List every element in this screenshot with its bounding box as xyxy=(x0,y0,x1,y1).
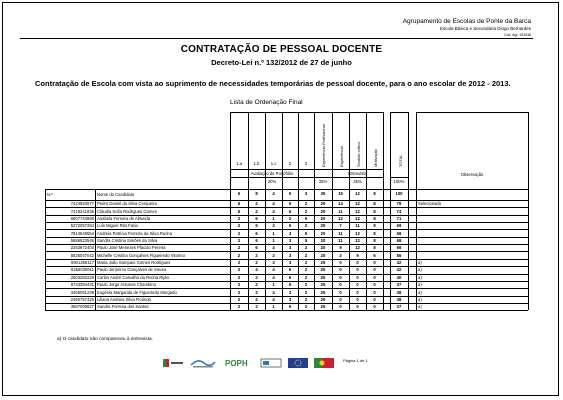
row-score: 3 xyxy=(288,252,292,258)
row-score: 25 xyxy=(320,252,326,258)
row-score: 2 xyxy=(304,304,308,310)
row-score: 0 xyxy=(339,296,342,302)
portugal-flag-logo xyxy=(314,357,334,369)
row-candidate-name: Paulo Jorge Antunes Chambino xyxy=(97,282,156,288)
row-score: 0 xyxy=(373,260,376,266)
row-score: 2 xyxy=(255,260,258,266)
row-candidate-name: Cláudia Sofia Rodrigues Gomes xyxy=(97,208,157,214)
header-top-line-obs xyxy=(416,112,528,113)
row-score: 20 xyxy=(320,245,326,251)
eu-flag-logo xyxy=(288,357,308,369)
row-candidate-number: 2460757425 xyxy=(70,296,94,302)
row-score: 6 xyxy=(373,252,376,258)
row-score: 12 xyxy=(338,216,343,221)
row-score: 2 xyxy=(304,260,308,266)
row-score: 12 xyxy=(355,245,360,251)
weight-cell: 8 xyxy=(373,191,376,196)
row-total: 38 xyxy=(396,289,402,295)
row-candidate-number: 3567008827 xyxy=(70,304,94,310)
row-score: 9 xyxy=(339,245,342,251)
row-total: 37 xyxy=(396,304,402,310)
decree: Decreto-Lei n.º 132/2012 de 27 de junho xyxy=(211,58,352,67)
row-candidate-name: Eugénia Margarida de Figueiredo Morgado xyxy=(97,289,177,295)
row-score: 2 xyxy=(255,201,258,207)
row-score: 25 xyxy=(320,201,326,207)
row-score: 25 xyxy=(320,289,326,295)
row-observation: Selecionado xyxy=(418,201,442,207)
col-header-num: N.º xyxy=(47,192,53,197)
row-observation: a) xyxy=(418,282,422,288)
row-score: 2 xyxy=(237,267,241,273)
row-score: 0 xyxy=(356,296,359,302)
row-score: 2 xyxy=(304,208,308,214)
row-score: 2 xyxy=(237,282,241,288)
program-logo xyxy=(190,357,216,369)
row-score: 5 xyxy=(288,201,292,207)
row-score: 3 xyxy=(288,289,292,295)
row-score: 4 xyxy=(272,296,275,302)
row-score: 0 xyxy=(356,274,359,280)
row-score: 2 xyxy=(304,282,308,288)
row-observation: a) xyxy=(418,304,422,310)
row-score: 0 xyxy=(339,289,342,295)
col-header-3: 3 xyxy=(304,161,308,166)
weight-cell: 15 xyxy=(338,191,343,196)
weight-cell: 8 xyxy=(255,191,258,196)
row-observation: a) xyxy=(418,296,422,302)
row-score: 2 xyxy=(255,252,258,258)
row-score: 2 xyxy=(237,238,241,244)
row-score: 25 xyxy=(320,304,326,310)
row-score: 25 xyxy=(320,260,326,266)
row-score: 1 xyxy=(272,238,275,244)
row-score: 5 xyxy=(288,274,292,280)
row-score: 2 xyxy=(304,296,308,302)
row-score: 5 xyxy=(237,208,241,214)
row-score: 12 xyxy=(355,238,360,244)
row-score: 2 xyxy=(304,274,308,280)
row-score: 25 xyxy=(320,208,326,214)
row-total: 71 xyxy=(396,216,402,221)
row-candidate-name: Anabela Ferreira de Almeida xyxy=(97,216,151,221)
row-candidate-number: 3458091238 xyxy=(70,289,94,295)
row-score: 0 xyxy=(356,289,359,295)
row-total: 68 xyxy=(396,238,402,244)
row-line xyxy=(45,310,528,311)
row-score: 2 xyxy=(255,282,258,288)
row-score: 4 xyxy=(272,245,275,251)
row-candidate-name: Liliana Andreia Silva Florindo xyxy=(97,296,152,302)
row-score: 25 xyxy=(320,274,326,280)
row-score: 1 xyxy=(272,304,275,310)
header-code: Cód. Agr. 152638 xyxy=(503,33,531,37)
row-score: 4 xyxy=(272,208,275,214)
row-total: 37 xyxy=(396,282,402,288)
row-score: 3 xyxy=(288,260,292,266)
row-score: 3 xyxy=(339,252,342,258)
poph-logo xyxy=(224,357,254,369)
row-total: 42 xyxy=(396,267,402,273)
row-candidate-name: Pedro Daniel da Silva Cerqueira xyxy=(97,201,157,207)
row-score: 2 xyxy=(237,216,241,221)
row-score: 3 xyxy=(272,223,275,229)
col-header-1.c: 1.c xyxy=(270,161,277,166)
document-title: CONTRATAÇÃO DE PESSOAL DOCENTE xyxy=(180,44,383,55)
col-header-motivacao: Motivação xyxy=(373,148,378,167)
row-total: 55 xyxy=(396,252,402,258)
row-score: 2 xyxy=(255,208,258,214)
row-score: 7 xyxy=(339,223,342,229)
row-score: 2 xyxy=(255,274,258,280)
row-score: 2 xyxy=(255,304,258,310)
row-observation: a) xyxy=(418,274,422,280)
row-score: 5 xyxy=(288,282,292,288)
page-number: Página 1 de 1 xyxy=(343,358,368,363)
row-score: 2 xyxy=(237,289,241,295)
svg-text:POPH: POPH xyxy=(225,359,248,368)
row-candidate-name: Paulo José Menezes Plácido Pereira xyxy=(97,245,166,251)
row-total: 74 xyxy=(396,208,402,214)
weight-cell: 4 xyxy=(272,191,275,196)
row-score: 0 xyxy=(356,260,359,266)
qren-logo xyxy=(260,357,282,369)
row-score: 0 xyxy=(356,304,359,310)
row-score: 4 xyxy=(272,289,275,295)
row-score: 3 xyxy=(272,252,275,258)
row-score: 0 xyxy=(339,282,342,288)
row-score: 0 xyxy=(339,304,342,310)
row-score: 2 xyxy=(304,223,308,229)
row-score: 5 xyxy=(288,208,292,214)
row-score: 6 xyxy=(255,216,258,221)
row-score: 2 xyxy=(304,252,308,258)
row-score: 2 xyxy=(304,267,308,273)
row-score: 0 xyxy=(339,267,342,273)
row-candidate-number: 5901268117 xyxy=(71,260,94,266)
row-score: 25 xyxy=(320,267,326,273)
weight-cell: 3 xyxy=(304,191,308,196)
row-score: 25 xyxy=(320,282,326,288)
row-score: 2 xyxy=(255,289,258,295)
row-score: 4 xyxy=(272,267,275,273)
row-score: 20 xyxy=(320,216,326,221)
row-score: 0 xyxy=(373,296,376,302)
row-score: 2 xyxy=(237,230,241,236)
row-score: 3 xyxy=(272,260,275,266)
row-score: 20 xyxy=(320,238,326,244)
row-candidate-number: 8256035611 xyxy=(71,267,94,273)
pct-experiencia: 35% xyxy=(318,179,328,184)
row-score: 4 xyxy=(255,267,258,273)
row-score: 1 xyxy=(272,282,275,288)
row-candidate-name: Sandra Cristina Simões da Silva xyxy=(97,238,158,244)
row-score: 12 xyxy=(355,201,360,207)
row-candidate-name: Maria João Sampaio Gomes Rodrigues xyxy=(97,260,171,266)
row-score: 20 xyxy=(320,230,326,236)
grid-vline xyxy=(528,112,529,310)
header-top-line-total xyxy=(390,112,408,113)
row-score: 25 xyxy=(320,296,326,302)
row-score: 8 xyxy=(373,216,376,221)
row-score: 2 xyxy=(237,274,241,280)
row-total: 69 xyxy=(396,223,402,229)
header-line-pct-total xyxy=(390,177,408,178)
row-score: 1 xyxy=(272,216,275,221)
row-score: 2 xyxy=(237,304,241,310)
row-score: 0 xyxy=(356,282,359,288)
row-observation: a) xyxy=(418,267,422,273)
row-total: 66 xyxy=(396,245,402,251)
header-top-line xyxy=(230,112,383,113)
row-score: 0 xyxy=(373,289,376,295)
col-header-experiencia: Experiência xyxy=(339,146,344,167)
row-total: 42 xyxy=(396,260,402,266)
weight-cell: 12 xyxy=(355,191,360,196)
row-score: 5 xyxy=(288,267,292,273)
row-score: 11 xyxy=(338,238,343,244)
header-rule xyxy=(20,38,533,39)
col-header-total: TOTAL xyxy=(398,154,403,167)
row-total: 40 xyxy=(396,274,402,280)
row-score: 8 xyxy=(373,245,376,251)
group-entrevista: Entrevista xyxy=(348,171,367,176)
row-score: 5 xyxy=(237,201,241,207)
portugal-logo xyxy=(162,357,184,369)
row-score: 0 xyxy=(356,267,359,273)
row-candidate-name: Carlos André Carvalho da Rocha Rijão xyxy=(97,274,169,280)
row-score: 4 xyxy=(272,274,275,280)
row-score: 11 xyxy=(355,223,360,229)
group-portfolio: Avaliação de Portefólio xyxy=(250,171,294,176)
row-score: 1 xyxy=(272,230,275,236)
intro-text: Contratação de Escola com vista ao suprimento de necessidades temporárias de pessoal docente, para o ano escolar de 2012 - 2013. xyxy=(35,79,511,88)
row-candidate-name: Michelle Cristina Gonçalves Figueiredo Vitorino xyxy=(97,252,185,258)
row-score: 8 xyxy=(373,238,376,244)
row-candidate-number: 2253872404 xyxy=(70,245,94,251)
row-score: 0 xyxy=(373,267,376,273)
pct-total: 100% xyxy=(393,179,405,184)
row-score: 2 xyxy=(304,289,308,295)
row-score: 2 xyxy=(237,245,241,251)
footnote: a) O candidato não compareceu à entrevista. xyxy=(57,337,153,342)
row-score: 3 xyxy=(288,230,292,236)
row-score: 9 xyxy=(356,252,359,258)
row-score: 3 xyxy=(288,245,292,251)
row-candidate-name: Luís Miguel Rito Faria xyxy=(97,223,138,229)
row-score: 25 xyxy=(320,223,326,229)
col-header-experiencia-profissional: Experiência Profissional xyxy=(321,124,326,167)
row-candidate-number: 6607744868 xyxy=(70,216,94,221)
weight-cell: 5 xyxy=(288,191,292,196)
row-score: 8 xyxy=(373,223,376,229)
row-score: 2 xyxy=(304,201,308,207)
row-score: 2 xyxy=(237,296,241,302)
col-header-1.a: 1.a xyxy=(236,161,242,166)
row-score: 8 xyxy=(373,230,376,236)
row-candidate-number: 7814549554 xyxy=(70,230,94,236)
col-header-sentido-critico: Sentido crítico xyxy=(356,141,361,167)
row-score: 5 xyxy=(288,304,292,310)
col-header-1.b: 1.b xyxy=(253,161,260,166)
row-score: 0 xyxy=(373,282,376,288)
row-score: 12 xyxy=(355,208,360,214)
row-score: 2 xyxy=(237,260,241,266)
weight-cell: 100 xyxy=(395,191,403,196)
row-observation: a) xyxy=(418,289,422,295)
weight-cell: 35 xyxy=(320,191,326,196)
row-score: 6 xyxy=(255,223,258,229)
col-header-name: Nome do Candidato xyxy=(97,192,135,197)
weight-cell: 5 xyxy=(237,191,241,196)
row-score: 5 xyxy=(288,223,292,229)
row-total: 38 xyxy=(396,296,402,302)
row-candidate-number: 7424920577 xyxy=(70,201,94,207)
row-candidate-name: Andreia Patrícia Ferreira da Silva Rocha xyxy=(97,230,172,236)
row-score: 5 xyxy=(304,230,308,236)
row-candidate-name: Paulo Jerónimo Gonçalves de Sousa xyxy=(97,267,166,273)
row-score: 2 xyxy=(237,223,241,229)
row-score: 3 xyxy=(288,238,292,244)
row-score: 14 xyxy=(338,201,343,207)
header-org: Agrupamento de Escolas de Ponte da Barca xyxy=(402,18,531,25)
row-score: 5 xyxy=(304,216,308,221)
header-line-group xyxy=(230,169,383,170)
row-score: 2 xyxy=(237,252,241,258)
row-score: 8 xyxy=(373,201,376,207)
funding-logos xyxy=(162,357,352,371)
pct-portfolio: 30% xyxy=(267,179,277,184)
row-score: 12 xyxy=(355,230,360,236)
row-total: 78 xyxy=(396,201,402,207)
row-score: 2 xyxy=(304,245,308,251)
row-score: 12 xyxy=(355,216,360,221)
list-title: Lista de Ordenação Final xyxy=(230,99,303,106)
col-header-2: 2 xyxy=(288,161,292,166)
col-header-observacao: Observação xyxy=(460,172,484,177)
row-score: 0 xyxy=(373,274,376,280)
row-candidate-number: 9743384431 xyxy=(70,282,94,288)
row-score: 0 xyxy=(339,274,342,280)
pct-entrevista: 35% xyxy=(353,179,362,184)
row-observation: a) xyxy=(418,260,422,266)
row-candidate-number: 2503282228 xyxy=(70,274,94,280)
row-score: 4 xyxy=(272,201,275,207)
row-candidate-number: 5686523546 xyxy=(70,238,94,244)
row-score: 11 xyxy=(338,230,343,236)
row-score: 6 xyxy=(255,238,258,244)
header-line-pct xyxy=(230,177,383,178)
row-score: 5 xyxy=(304,238,308,244)
header-school: Escola Básica e Secundária Diogo Bernardes xyxy=(439,26,531,31)
row-score: 6 xyxy=(255,230,258,236)
row-score: 0 xyxy=(339,260,342,266)
row-score: 2 xyxy=(288,216,292,221)
row-score: 3 xyxy=(288,296,292,302)
row-score: 6 xyxy=(255,245,258,251)
row-candidate-number: 5835047042 xyxy=(70,252,94,258)
row-score: 11 xyxy=(338,208,343,214)
row-candidate-number: 5272057284 xyxy=(70,223,94,229)
row-score: 0 xyxy=(373,304,376,310)
row-candidate-number: 7418241835 xyxy=(70,208,94,214)
row-score: 8 xyxy=(373,208,376,214)
row-total: 68 xyxy=(396,230,402,236)
row-score: 2 xyxy=(255,296,258,302)
row-candidate-name: Sandra Ferreira dos Santos xyxy=(97,304,149,310)
